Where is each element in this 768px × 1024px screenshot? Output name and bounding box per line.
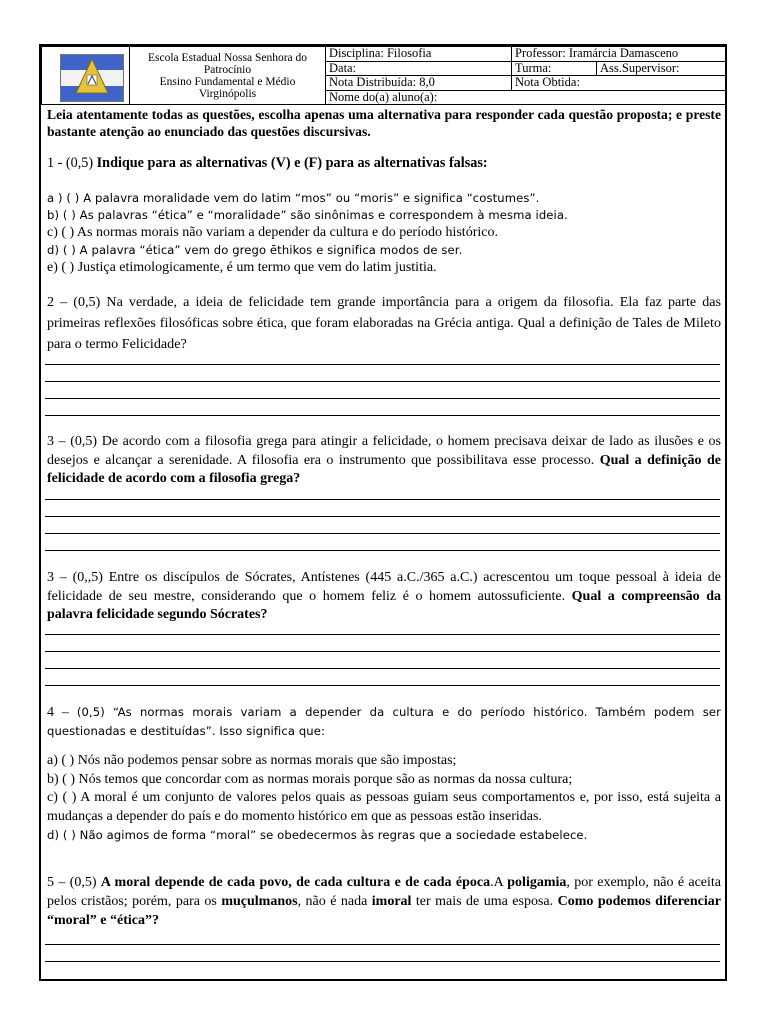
option-b[interactable]: b) ( ) As palavras “ética” e “moralidade” são sinônimas e correspondem à mesma ideia. — [47, 208, 568, 223]
class-field[interactable]: Turma: — [512, 61, 597, 76]
question-text: , por exemplo, não é aceita pelos cristãos; porém, para os — [47, 875, 722, 909]
option-e[interactable]: e) ( ) Justiça etimologicamente, é um termo que vem do latim justitia. — [47, 259, 437, 275]
question-5 — [47, 873, 721, 930]
answer-line[interactable] — [45, 944, 720, 945]
question-emphasis: muçulmanos — [221, 894, 298, 909]
answer-line[interactable] — [45, 685, 720, 686]
question-number: 1 - — [47, 155, 66, 171]
question-prompt: Qual a compreensão da palavra felicidade segundo Sócrates? — [47, 588, 721, 622]
question-prompt: Qual a definição de felicidade de acordo com a filosofia grega? — [47, 452, 721, 486]
question-4 — [47, 703, 721, 741]
question-text: (0,5) De acordo com a filosofia grega para atingir a felicidade, o homem precisava deixar de lado as ilusões e os desejos e alcançar a serenidade. A filosofia era o instrumento que possibilitava esse processo. — [47, 434, 722, 468]
grade-obtained-field[interactable]: Nota Obtida: — [512, 76, 726, 91]
question-3a — [47, 433, 721, 489]
school-flag-logo — [60, 54, 124, 102]
option-c[interactable]: c) ( ) A moral é um conjunto de valores pelos quais as pessoas guiam seus comportamentos e, por isso, está sujeita a mudanças a depender do país e do momento histórico em que as pessoas estão inseridas. — [47, 790, 721, 824]
answer-line[interactable] — [45, 516, 720, 517]
question-1-options — [47, 190, 721, 276]
answer-line[interactable] — [45, 415, 720, 416]
question-emphasis: imoral — [371, 894, 412, 909]
question-text: (0,5) Na verdade, a ideia de felicidade tem grande importância para a origem da filosofia. Ela faz parte das primeiras reflexões filosóficas sobre ética, que foram elaboradas na Grécia antiga. Qual a definição de Tales de Mileto para o termo Felicidade? — [47, 294, 722, 352]
grade-distributed-field: Nota Distribuída: 8,0 — [326, 76, 512, 91]
header-table — [41, 46, 725, 105]
school-line: Patrocínio — [203, 63, 252, 76]
option-c[interactable]: c) ( ) As normas morais não variam a depender da cultura e do período histórico. — [47, 225, 498, 241]
instructions: Leia atentamente todas as questões, escolha apenas uma alternativa para responder cada questão proposta; e preste bastante atenção ao enunciado das questões discursivas. — [47, 107, 721, 139]
question-number: 3 – — [47, 570, 73, 585]
school-name — [130, 47, 326, 105]
question-text: .A — [490, 875, 508, 890]
school-line: Ensino Fundamental e Médio — [159, 75, 296, 88]
question-text: (0,,5) Entre os discípulos de Sócrates, Antístenes (445 a.C./365 a.C.) acrescentou um toque pessoal à ideia de felicidade de seu mestre, considerando que o homem feliz é o homem autossuficiente. — [47, 570, 721, 604]
supervisor-field[interactable]: Ass.Supervisor: — [597, 61, 726, 76]
question-emphasis: A moral depende de cada povo, de cada cultura e de cada época — [100, 875, 491, 890]
question-emphasis: poligamia — [507, 875, 567, 890]
question-text: , não é nada — [297, 894, 372, 909]
answer-line[interactable] — [45, 398, 720, 399]
date-field[interactable]: Data: — [326, 61, 512, 76]
answer-line[interactable] — [45, 634, 720, 635]
answer-line[interactable] — [45, 651, 720, 652]
student-name-field[interactable]: Nome do(a) aluno(a): — [326, 90, 726, 105]
question-prompt: Indique para as alternativas (V) e (F) para as alternativas falsas: — [96, 155, 488, 171]
option-a[interactable]: a ) ( ) A palavra moralidade vem do latim “mos” ou “moris” e significa “costumes”. — [47, 191, 540, 205]
question-number: 5 – — [47, 875, 70, 890]
question-number: 4 – — [47, 705, 77, 720]
emblem-icon — [61, 55, 123, 101]
school-line: Escola Estadual Nossa Senhora do — [147, 51, 308, 64]
option-d[interactable]: d) ( ) A palavra “ética” vem do grego ēthikos e significa modos de ser. — [47, 242, 463, 257]
question-text: ter mais de uma esposa. — [411, 894, 558, 909]
discipline-field: Disciplina: Filosofia — [326, 47, 512, 62]
answer-line[interactable] — [45, 533, 720, 534]
option-d[interactable]: d) ( ) Não agimos de forma “moral” se obedecermos às regras que a sociedade estabelece. — [47, 828, 588, 842]
question-prompt: Como podemos diferenciar “moral” e “ética”? — [47, 894, 722, 928]
answer-line[interactable] — [45, 550, 720, 551]
question-number: 2 – — [47, 294, 74, 310]
answer-line[interactable] — [45, 364, 720, 365]
answer-line[interactable] — [45, 961, 720, 962]
answer-line[interactable] — [45, 381, 720, 382]
question-4-options — [47, 752, 721, 845]
option-b[interactable]: b) ( ) Nós temos que concordar com as normas morais porque são as normas da nossa cultura; — [47, 771, 573, 787]
question-3b — [47, 569, 721, 625]
answer-line[interactable] — [45, 668, 720, 669]
question-2 — [47, 292, 721, 355]
question-number: 3 – — [47, 434, 71, 449]
question-text: (0,5) “As normas morais variam a depender da cultura e do período histórico. Também podem ser questionadas e destituídas”. Isso significa que: — [47, 705, 721, 738]
question-points: (0,5) — [69, 875, 101, 890]
question-points: (0,5) — [65, 155, 97, 171]
school-city: Virginópolis — [198, 87, 257, 100]
answer-line[interactable] — [45, 499, 720, 500]
option-a[interactable]: a) ( ) Nós não podemos pensar sobre as normas morais que são impostas; — [47, 753, 457, 768]
question-1-title — [47, 154, 721, 172]
teacher-field: Professor: Iramárcia Damasceno — [512, 47, 726, 62]
